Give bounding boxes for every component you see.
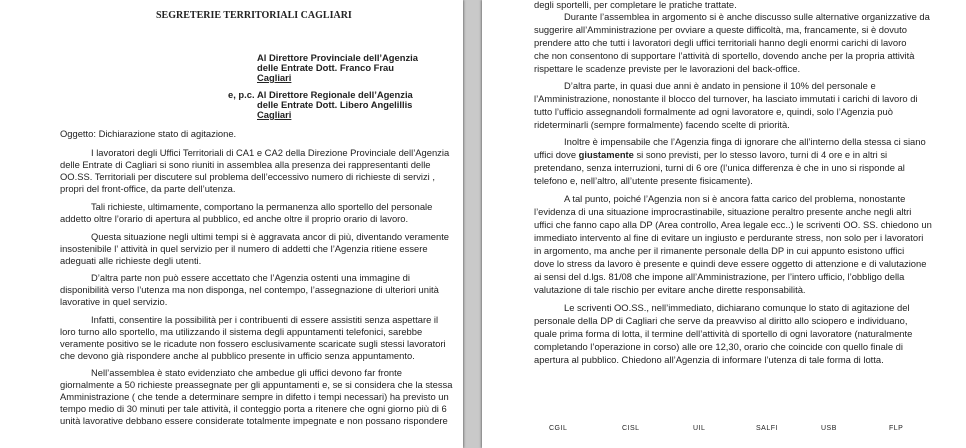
signature-uil: UIL — [693, 425, 706, 432]
addressee-2-line-1: Al Direttore Regionale dell’Agenzia — [257, 89, 413, 100]
addressee-2-line-2: delle Entrate Dott. Libero Angelillis — [257, 99, 413, 110]
document-page-left — [0, 0, 463, 448]
body-line: I lavoratori degli Uffici Territoriali di CA1 e CA2 della Direzione Provinciale dell’Agenzia — [91, 147, 450, 158]
body-line: disponibilità verso l’utenza ma non disponga, nel contempo, l’assegnazione di ulteriori unità — [60, 284, 439, 295]
subject-line: Oggetto: Dichiarazione stato di agitazione. — [60, 128, 237, 139]
body-line: veramente positivo se le ricadute non fossero esclusivamente scaricate sugli stessi lavoratori — [60, 338, 446, 349]
addressee-1-line-1: Al Direttore Provinciale dell’Agenzia — [257, 52, 418, 63]
body-line: adeguati alle richieste degli utenti. — [60, 255, 202, 266]
body-line: quale prima forma di lotta, il termine dell’attività di sportello di ogni lavoratore (naturalmente — [534, 328, 913, 339]
body-line — [534, 149, 887, 161]
document-page-right — [482, 0, 966, 448]
body-line: lavorative in quel servizio. — [60, 296, 168, 307]
body-line: rispettare le scadenze previste per le lavorazioni del back-office. — [534, 63, 801, 74]
letter-header: SEGRETERIE TERRITORIALI CAGLIARI — [156, 10, 352, 21]
body-line: l’Amministrazione, nonostante il blocco del turnover, ha lasciato immutati i carichi di lavoro di — [534, 93, 918, 104]
body-line: Tali richieste, ultimamente, comportano la permanenza allo sportello del personale — [91, 201, 433, 212]
body-line: OO.SS. Territoriali per discutere sul problema dell’eccessivo numero di richieste di servizi , — [60, 171, 435, 182]
body-line: unità lavorative debbano essere considerate totalmente impegnate e non possano rispondere — [60, 415, 448, 426]
body-line: giornalmente a 50 richieste preassegnate per gli appuntamenti e, se si considera che la stessa — [60, 379, 453, 390]
body-line: loro turno allo sportello, ma utilizzando il sistema degli appuntamenti telefonici, sarebbe — [60, 326, 423, 337]
body-line: Durante l’assemblea in argomento si è anche discusso sulle alternative organizzative da — [564, 11, 930, 22]
body-line: completando l’operazione in corso) alle ore 12,30, orario che coincide con quello finale di — [534, 341, 903, 352]
body-line: suggerire all’Amministrazione per ovviare a queste difficoltà, ma, francamente, si è dovuto — [534, 24, 907, 35]
signature-cisl: CISL — [622, 425, 640, 432]
body-line: tutto l’ufficio assegnandoli formalmente ad ogni lavoratore e, quindi, solo l’Agenzia può — [534, 106, 893, 117]
body-line: telefono e, nell’altro, all’utente presente fisicamente). — [534, 175, 753, 186]
emphasized-word: giustamente — [578, 149, 634, 160]
body-line: ai sensi del d.lgs. 81/08 che impone all’Amministrazione, per l’intero ufficio, l’obbligo della — [534, 271, 905, 282]
signature-salfi: SALFI — [756, 425, 778, 432]
body-line: tempo medio di 30 minuti per tale attività, il conteggio porta a ritenere che ogni giorno più di 6 — [60, 403, 447, 414]
body-line: propri del front-office, da parte dell’utenza. — [60, 183, 236, 194]
addressee-1-line-2: delle Entrate Dott. Franco Frau — [257, 62, 394, 73]
addressee-1-line-3: Cagliari — [257, 72, 292, 83]
body-text: uffici dove — [534, 149, 579, 160]
body-line: Le scriventi OO.SS., nell’immediato, dichiarano comunque lo stato di agitazione del — [564, 302, 910, 313]
body-line: Nell’assemblea è stato evidenziato che ambedue gli uffici devono far fronte — [91, 367, 402, 378]
body-line: che devono già rispondere anche al pubblico presente in ufficio senza appuntamento. — [60, 350, 415, 361]
signature-cgil: CGIL — [549, 425, 568, 432]
body-line: degli sportelli, per completare le pratiche trattate. — [534, 0, 737, 10]
body-line: personale della DP di Cagliari che serve da preavviso al diritto allo sciopero e individuano, — [534, 315, 908, 326]
body-line: uffici che fanno capo alla DP (Area controllo, Area legale ecc..) le scriventi OO. SS. chiedono un — [534, 219, 932, 230]
body-line: pretendano, senza interruzioni, turni di 6 ore (l’unica differenza è che in uno si risponde al — [534, 162, 905, 173]
body-text: si sono previsti, per lo stesso lavoro, turni di 4 ore e in altri si — [633, 149, 888, 160]
body-line: Infatti, consentire la possibilità per i contribuenti di essere assistiti senza aspettare il — [91, 314, 439, 325]
body-line: Questa situazione negli ultimi tempi si è aggravata ancor di più, diventando veramente — [91, 231, 450, 242]
body-line: D’altra parte, in quasi due anni è andato in pensione il 10% del personale e — [564, 80, 876, 91]
body-line: l’evidenza di una situazione improcrastinabile, situazione peraltro presente anche negli altri — [534, 206, 912, 217]
body-line: D’altra parte non può essere accettato che l’Agenzia ostenti una immagine di — [91, 272, 410, 283]
body-line: A tal punto, poiché l’Agenzia non si è ancora fatta carico del problema, nonostante — [564, 193, 906, 204]
body-line: apertura al pubblico. Chiedono all’Agenzia di informare l’utenza di tale forma di lotta. — [534, 354, 884, 365]
body-line: addetto oltre l’orario di apertura al pubblico, ed anche oltre il proprio orario di lavoro. — [60, 213, 409, 224]
body-line: in argomento, ma anche per il rimanente personale della DP in cui appunto esistono uffici — [534, 245, 905, 256]
signature-usb: USB — [821, 425, 837, 432]
body-line: immediato intervento al fine di evitare un ingiusto e perdurante stress, non solo per i lavoratori — [534, 232, 924, 243]
body-line: insostenibile l’ attività in quel servizio per il numero di addetti che l’Agenzia ritiene essere — [60, 243, 428, 254]
addressee-2-line-3: Cagliari — [257, 109, 292, 120]
body-line: Amministrazione ( che tende a determinare sempre in difetto i tempi necessari) ha previsto un — [60, 391, 449, 402]
body-line: Inoltre è impensabile che l’Agenzia finga di ignorare che all’interno della stessa ci siano — [564, 136, 926, 147]
body-line: valutazione di tale rischio per evitare anche dirette responsabilità. — [534, 284, 806, 295]
signature-flp: FLP — [889, 425, 904, 432]
body-line: rideterminarli (sempre formalmente) facendo scelte di priorità. — [534, 119, 790, 130]
body-line: che non consentono di supportare l’attività di sportello, dovendo anche per la propria attività — [534, 50, 915, 61]
addressee-2-prefix: e, p.c. — [228, 89, 255, 100]
body-line: prendere atto che tutti i lavoratori degli uffici territoriali hanno degli enormi carichi di lavoro — [534, 37, 907, 48]
body-line: delle Entrate di Cagliari si sono riuniti in assemblea alla presenza dei rappresentanti delle — [60, 159, 431, 170]
body-line: dove lo stress da lavoro è presente e quindi deve essere oggetto di attenzione e di valutazione — [534, 258, 927, 269]
